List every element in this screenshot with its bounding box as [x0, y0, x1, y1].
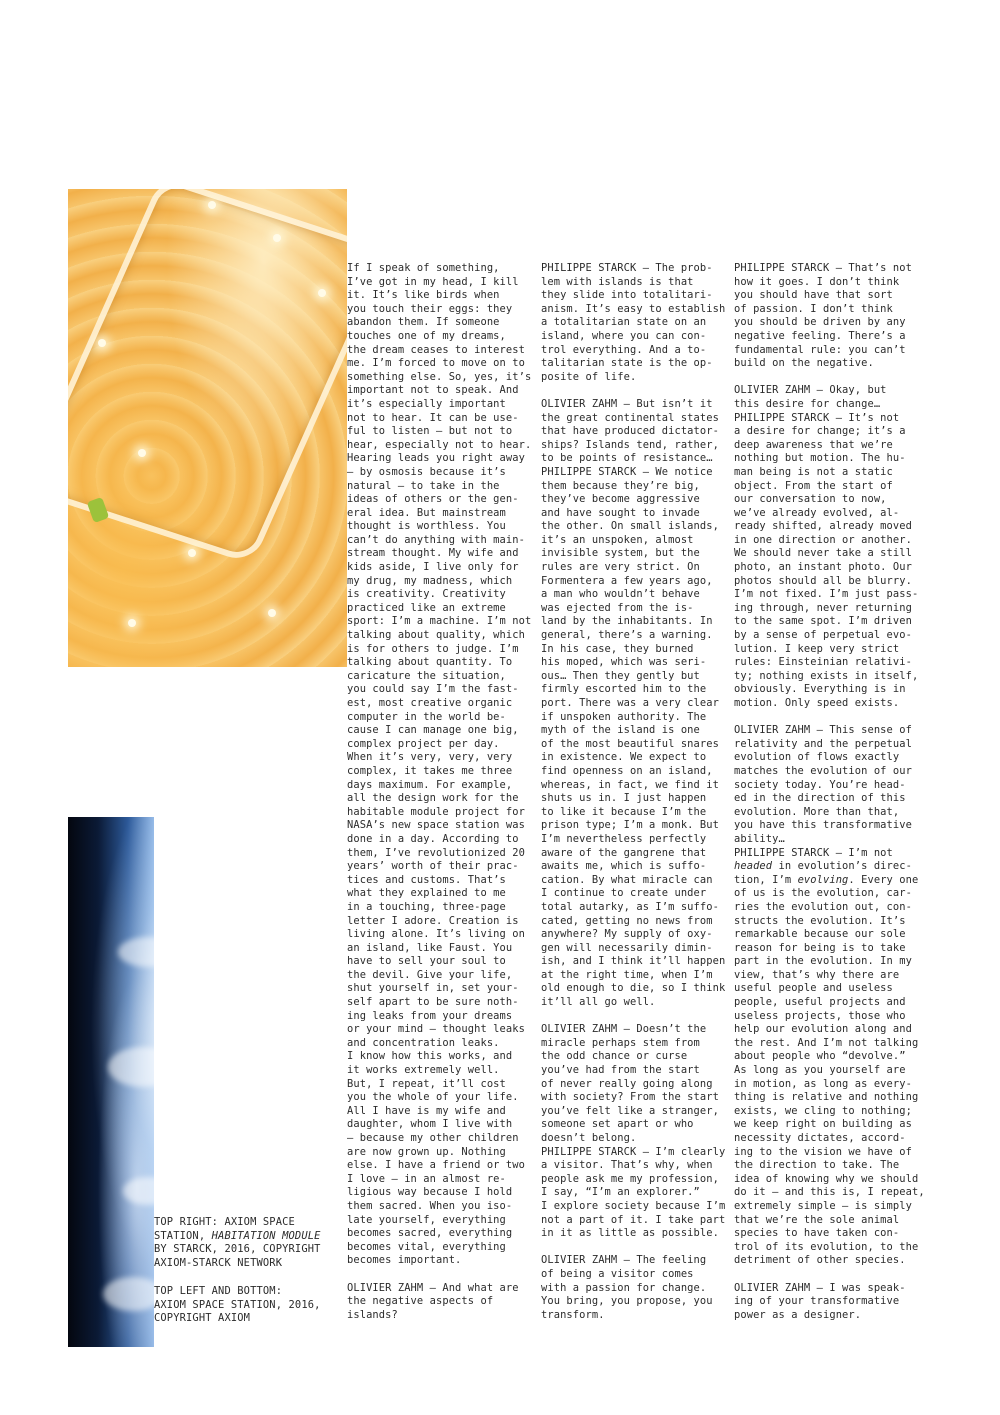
text-line: As long as you yourself are — [734, 1064, 906, 1077]
text-line: idea of knowing why we should — [734, 1172, 919, 1185]
text-column-1 — [347, 262, 532, 1322]
text-line: have to sell your soul to — [347, 955, 506, 968]
text-line: deep awareness that we’re — [734, 438, 893, 451]
text-line: we keep right on building as — [734, 1118, 912, 1131]
text-line: NASA’s new space station was — [347, 819, 525, 832]
text-line: I’m not fixed. I’m just pass- — [734, 588, 919, 601]
text-line: of us is the evolution, car- — [734, 887, 912, 900]
text-line: remarkable because our sole — [734, 928, 906, 941]
text-line: how it goes. I don’t think — [734, 275, 900, 288]
text-line: All I have is my wife and — [347, 1104, 506, 1117]
text-line: trol everything. And a to- — [541, 343, 707, 356]
text-line: are now grown up. Nothing — [347, 1145, 506, 1158]
text-line: it. It’s like birds when — [347, 289, 500, 302]
text-line: PHILIPPE STARCK – The prob- — [541, 262, 713, 274]
caption-top-right — [154, 1216, 334, 1270]
earth-from-space-photo — [68, 817, 154, 1347]
ceiling-light — [208, 201, 216, 209]
text-line: BY STARCK, 2016, COPYRIGHT — [154, 1243, 321, 1256]
text-line: you should be driven by any — [734, 316, 906, 329]
text-line: his moped, which was seri- — [541, 656, 707, 669]
text-line: it’s especially important — [347, 397, 506, 410]
text-line: with society? From the start — [541, 1091, 719, 1104]
ceiling-light — [273, 234, 281, 242]
text-line: But, I repeat, it’ll cost — [347, 1077, 506, 1090]
ceiling-light — [188, 549, 196, 557]
text-line: the direction to take. The — [734, 1159, 900, 1172]
text-line: OLIVIER ZAHM – But isn’t it — [541, 397, 713, 410]
text-line: ful to listen – but not to — [347, 425, 513, 438]
text-line: if unspoken authority. The — [541, 710, 707, 723]
text-line: an island, like Faust. You — [347, 941, 513, 954]
text-line: you could say I’m the fast- — [347, 683, 519, 696]
text-line: caricature the situation, — [347, 669, 506, 682]
text-line: was ejected from the is- — [541, 601, 694, 614]
text-line: natural – to take in the — [347, 479, 500, 492]
text-line: In his case, they burned — [541, 642, 694, 655]
text-line: AXIOM SPACE STATION, 2016, — [154, 1298, 321, 1311]
text-line: build on the negative. — [734, 357, 874, 370]
text-line: ty; nothing exists in itself, — [734, 669, 919, 682]
text-line: power as a designer. — [734, 1308, 862, 1321]
text-line: PHILIPPE STARCK – We notice — [541, 465, 713, 478]
text-line: matches the evolution of our — [734, 764, 912, 777]
paragraph-gap — [734, 371, 914, 385]
text-line: ing leaks from your dreams — [347, 1009, 513, 1022]
paragraph-gap — [734, 1268, 914, 1282]
text-line: you have this transformative — [734, 819, 912, 832]
text-line: to the same spot. I’m driven — [734, 615, 912, 628]
text-line: you touch their eggs: they — [347, 302, 513, 315]
text-line: people ask me my profession, — [541, 1172, 719, 1185]
text-line: AXIOM-STARCK NETWORK — [154, 1256, 283, 1269]
text-line: TOP RIGHT: AXIOM SPACE — [154, 1216, 295, 1228]
text-line: shuts us in. I just happen — [541, 792, 707, 805]
text-line: object. From the start of — [734, 479, 893, 492]
text-line: detriment of other species. — [734, 1254, 906, 1267]
text-line: can’t do anything with main- — [347, 533, 525, 546]
text-line: becomes important. — [347, 1254, 462, 1267]
text-line: relativity and the perpetual — [734, 737, 912, 750]
text-line: old enough to die, so I think — [541, 982, 726, 995]
text-line: and have sought to invade — [541, 506, 700, 519]
text-line: We should never take a still — [734, 547, 912, 560]
text-line: – because my other children — [347, 1132, 519, 1144]
text-line: part in the evolution. In my — [734, 955, 912, 968]
text-line: evolution. More than that, — [734, 805, 900, 818]
text-line: ing to the vision we have of — [734, 1145, 912, 1158]
text-line: people, useful projects and — [734, 996, 906, 1009]
caption-top-left-and-bottom — [154, 1285, 334, 1326]
text-line: by a sense of perpetual evo- — [734, 629, 912, 642]
paragraph-gap — [541, 1241, 721, 1255]
text-line: talking about quantity. To — [347, 656, 513, 669]
text-line: you’ve felt like a stranger, — [541, 1104, 719, 1117]
cloud — [103, 1277, 154, 1311]
text-line: I say, “I’m an explorer.” — [541, 1186, 700, 1199]
text-line: ous… Then they gently but — [541, 669, 700, 682]
text-line: kids aside, I live only for — [347, 561, 519, 574]
text-line: firmly escorted him to the — [541, 683, 707, 696]
text-line: headed in evolution’s direc- — [734, 860, 912, 873]
text-line: and concentration leaks. — [347, 1036, 500, 1049]
cloud — [123, 1177, 154, 1205]
text-line: aware of the gangrene that — [541, 846, 707, 859]
text-line: Formentera a few years ago, — [541, 574, 713, 587]
text-line: anism. It’s easy to establish — [541, 302, 726, 315]
text-line: it’s an unspoken, almost — [541, 533, 694, 546]
text-line: not a part of it. I take part — [541, 1213, 726, 1226]
text-line: it’ll all go well. — [541, 996, 656, 1009]
text-line: COPYRIGHT AXIOM — [154, 1312, 251, 1325]
text-line: else. I have a friend or two — [347, 1159, 525, 1172]
text-line: someone set apart or who — [541, 1118, 694, 1131]
text-line: structs the evolution. It’s — [734, 914, 906, 927]
text-line: TOP LEFT AND BOTTOM: — [154, 1285, 283, 1297]
text-line: port. There was a very clear — [541, 697, 719, 709]
text-line: days maximum. For example, — [347, 778, 513, 791]
text-line: of being a visitor comes — [541, 1267, 694, 1280]
text-line: it works extremely well. — [347, 1064, 500, 1077]
text-line: the devil. Give your life, — [347, 968, 513, 981]
text-line: talitarian state is the op- — [541, 357, 713, 370]
text-line: motion. Only speed exists. — [734, 697, 900, 709]
text-line: hear, especially not to hear. — [347, 438, 532, 451]
text-line: When it’s very, very, very — [347, 751, 513, 764]
text-line: cation. By what miracle can — [541, 873, 713, 886]
text-line: man being is not a static — [734, 465, 893, 478]
text-line: lution. I keep very strict — [734, 642, 900, 655]
text-line: nothing but motion. The hu- — [734, 452, 906, 465]
text-line: that we’re the sole animal — [734, 1213, 900, 1226]
text-line: important not to speak. And — [347, 384, 519, 397]
text-line: ready shifted, already moved — [734, 520, 912, 533]
text-line: ability… — [734, 832, 785, 845]
text-line: all the design work for the — [347, 792, 519, 805]
text-line: thing is relative and nothing — [734, 1091, 919, 1104]
paragraph-gap — [541, 384, 721, 398]
text-line: about people who “devolve.” — [734, 1050, 906, 1063]
ceiling-light — [128, 619, 136, 627]
text-line: you the whole of your life. — [347, 1091, 519, 1104]
text-line: STATION, HABITATION MODULE — [154, 1229, 321, 1242]
text-line: do it – and this is, I repeat, — [734, 1186, 925, 1199]
text-line: a desire for change; it’s a — [734, 425, 906, 438]
text-line: ries the evolution out, con- — [734, 900, 912, 913]
ceiling-light — [98, 339, 106, 347]
text-line: ing of your transformative — [734, 1295, 900, 1308]
text-line: ships? Islands tend, rather, — [541, 438, 719, 451]
text-line: of never really going along — [541, 1077, 713, 1090]
text-line: Hearing leads you right away — [347, 452, 525, 465]
text-line: cause I can manage one big, — [347, 724, 519, 737]
text-line: tices and customs. That’s — [347, 873, 506, 886]
text-line: useful people and useless — [734, 982, 893, 995]
ceiling-light — [318, 289, 326, 297]
text-line: I explore society because I’m — [541, 1199, 726, 1212]
text-line: the rest. And I’m not talking — [734, 1036, 919, 1049]
text-line: lem with islands is that — [541, 275, 694, 288]
cloud — [118, 937, 154, 967]
text-line: est, most creative organic — [347, 697, 513, 709]
text-line: to like it because I’m the — [541, 805, 707, 818]
text-line: eral idea. But mainstream — [347, 506, 506, 519]
text-line: prison type; I’m a monk. But — [541, 819, 719, 832]
text-line: the dream ceases to interest — [347, 343, 525, 356]
text-line: years’ worth of their prac- — [347, 860, 519, 873]
text-line: them sacred. When you iso- — [347, 1199, 513, 1212]
text-line: thought is worthless. You — [347, 520, 506, 533]
text-line: obviously. Everything is in — [734, 683, 906, 696]
text-line: computer in the world be- — [347, 710, 506, 723]
text-line: island, where you can con- — [541, 329, 707, 342]
text-column-3 — [734, 262, 925, 1322]
text-column-2 — [541, 262, 726, 1322]
text-line: PHILIPPE STARCK – I’m not — [734, 846, 893, 859]
text-line: cated, getting no news from — [541, 914, 713, 927]
text-line: a totalitarian state on an — [541, 316, 707, 329]
text-line: of passion. I don’t think — [734, 302, 893, 315]
text-line: the other. On small islands, — [541, 520, 719, 533]
text-line: abandon them. If someone — [347, 316, 500, 329]
text-line: they’ve become aggressive — [541, 493, 700, 506]
text-line: evolution of flows exactly — [734, 751, 900, 764]
text-line: habitable module project for — [347, 805, 525, 818]
text-line: self apart to be sure noth- — [347, 996, 519, 1009]
text-line: in existence. We expect to — [541, 751, 707, 764]
text-line: myth of the island is one — [541, 724, 700, 737]
text-line: exists, we cling to nothing; — [734, 1104, 912, 1117]
text-line: necessity dictates, accord- — [734, 1132, 906, 1144]
text-line: to be points of resistance… — [541, 452, 713, 465]
text-line: view, that’s why there are — [734, 968, 900, 981]
text-line: this desire for change… — [734, 397, 881, 410]
text-line: gen will necessarily dimin- — [541, 941, 713, 954]
text-line: help our evolution along and — [734, 1023, 912, 1036]
text-line: OLIVIER ZAHM – Okay, but — [734, 384, 887, 397]
text-line: general, there’s a warning. — [541, 629, 713, 642]
text-line: anywhere? My supply of oxy- — [541, 928, 713, 941]
text-line: is for others to judge. I’m — [347, 642, 519, 655]
text-line: becomes vital, everything — [347, 1240, 506, 1253]
text-line: negative feeling. There’s a — [734, 329, 906, 342]
text-line: I’ve got in my head, I kill — [347, 275, 519, 288]
text-line: you should have that sort — [734, 289, 893, 302]
text-line: they slide into totalitari- — [541, 289, 713, 302]
text-line: I’m nevertheless perfectly — [541, 832, 707, 845]
text-line: awaits me, which is suffo- — [541, 860, 707, 873]
text-line: shut yourself in, set your- — [347, 982, 519, 995]
text-line: the negative aspects of — [347, 1295, 494, 1308]
text-line: invisible system, but the — [541, 547, 700, 560]
text-line: species to have taken con- — [734, 1227, 900, 1240]
text-line: rules are very strict. On — [541, 561, 700, 574]
text-line: whereas, in fact, we find it — [541, 778, 719, 791]
paragraph-gap — [347, 1268, 529, 1282]
window-frame — [68, 189, 347, 564]
text-line: touches one of my dreams, — [347, 329, 506, 342]
text-line: I know how this works, and — [347, 1050, 513, 1063]
text-line: I continue to create under — [541, 887, 707, 900]
text-line: You bring, you propose, you — [541, 1295, 713, 1308]
text-line: OLIVIER ZAHM – And what are — [347, 1281, 519, 1294]
text-line: complex, it takes me three — [347, 764, 513, 777]
text-line: society today. You’re head- — [734, 778, 906, 791]
paragraph-gap — [541, 1010, 721, 1024]
text-line: ed in the direction of this — [734, 792, 906, 805]
ceiling-light — [138, 449, 146, 457]
text-line: that have produced dictator- — [541, 425, 719, 438]
text-line: living alone. It’s living on — [347, 928, 525, 941]
text-line: them because they’re big, — [541, 479, 700, 492]
space-station-habitation-module-photo — [68, 189, 347, 667]
text-line: stream thought. My wife and — [347, 547, 519, 560]
text-line: transform. — [541, 1308, 605, 1321]
text-line: trol of its evolution, to the — [734, 1240, 919, 1253]
text-line: reason for being is to take — [734, 941, 906, 954]
text-line: tion, I’m evolving. Every one — [734, 873, 919, 886]
text-line: something else. So, yes, it’s — [347, 370, 532, 383]
text-line: you’ve had from the start — [541, 1064, 700, 1077]
text-line: talking about quality, which — [347, 629, 525, 642]
text-line: OLIVIER ZAHM – The feeling — [541, 1254, 707, 1267]
text-line: letter I adore. Creation is — [347, 914, 519, 927]
text-line: extremely simple – is simply — [734, 1199, 912, 1212]
text-line: my drug, my madness, which — [347, 574, 513, 587]
text-line: miracle perhaps stem from — [541, 1036, 700, 1049]
text-line: OLIVIER ZAHM – I was speak- — [734, 1281, 906, 1294]
text-line: a visitor. That’s why, when — [541, 1159, 713, 1172]
text-line: we’ve already evolved, al- — [734, 506, 900, 519]
text-line: ish, and I think it’ll happen — [541, 955, 726, 968]
text-line: doesn’t belong. — [541, 1132, 637, 1144]
text-line: – by osmosis because it’s — [347, 465, 506, 478]
text-line: I love – in an almost re- — [347, 1172, 506, 1185]
text-line: in it as little as possible. — [541, 1227, 719, 1240]
text-line: practiced like an extreme — [347, 601, 506, 614]
text-line: in motion, as long as every- — [734, 1077, 912, 1090]
text-line: at the right time, when I’m — [541, 968, 713, 981]
text-line: done in a day. According to — [347, 832, 519, 845]
text-line: not to hear. It can be use- — [347, 411, 519, 424]
text-line: total autarky, as I’m suffo- — [541, 900, 719, 913]
text-line: me. I’m forced to move on to — [347, 357, 525, 370]
text-line: photo, an instant photo. Our — [734, 561, 912, 574]
text-line: what they explained to me — [347, 887, 506, 900]
text-line: OLIVIER ZAHM – This sense of — [734, 724, 912, 737]
text-line: with a passion for change. — [541, 1281, 707, 1294]
text-line: the odd chance or curse — [541, 1050, 688, 1063]
text-line: daughter, whom I live with — [347, 1118, 513, 1131]
text-line: PHILIPPE STARCK – I’m clearly — [541, 1145, 726, 1158]
text-line: late yourself, everything — [347, 1213, 506, 1226]
text-line: rules: Einsteinian relativi- — [734, 656, 912, 669]
text-line: islands? — [347, 1308, 398, 1321]
text-line: fundamental rule: you can’t — [734, 343, 906, 356]
text-line: in one direction or another. — [734, 533, 912, 546]
text-line: them, I’ve revolutionized 20 — [347, 846, 525, 859]
text-line: useless projects, those who — [734, 1009, 906, 1022]
text-line: our conversation to now, — [734, 493, 887, 506]
ceiling-light — [268, 609, 276, 617]
text-line: becomes sacred, everything — [347, 1227, 513, 1240]
text-line: is creativity. Creativity — [347, 588, 506, 601]
text-line: PHILIPPE STARCK – It’s not — [734, 411, 900, 424]
text-line: If I speak of something, — [347, 262, 500, 274]
text-line: photos should all be blurry. — [734, 574, 912, 587]
text-line: land by the inhabitants. In — [541, 615, 713, 628]
text-line: in a touching, three-page — [347, 900, 506, 913]
text-line: OLIVIER ZAHM – Doesn’t the — [541, 1023, 707, 1036]
text-line: ideas of others or the gen- — [347, 493, 519, 506]
text-line: of the most beautiful snares — [541, 737, 719, 750]
text-line: a man who wouldn’t behave — [541, 588, 700, 601]
paragraph-gap — [734, 711, 914, 725]
text-line: ligious way because I hold — [347, 1186, 513, 1199]
text-line: or your mind – thought leaks — [347, 1023, 525, 1036]
text-line: complex project per day. — [347, 737, 500, 750]
text-line: the great continental states — [541, 411, 719, 424]
text-line: ing through, never returning — [734, 601, 912, 614]
text-line: PHILIPPE STARCK – That’s not — [734, 262, 912, 274]
cloud — [108, 1047, 154, 1087]
text-line: sport: I’m a machine. I’m not — [347, 615, 532, 628]
text-line: find openness on an island, — [541, 764, 713, 777]
text-line: posite of life. — [541, 370, 637, 383]
